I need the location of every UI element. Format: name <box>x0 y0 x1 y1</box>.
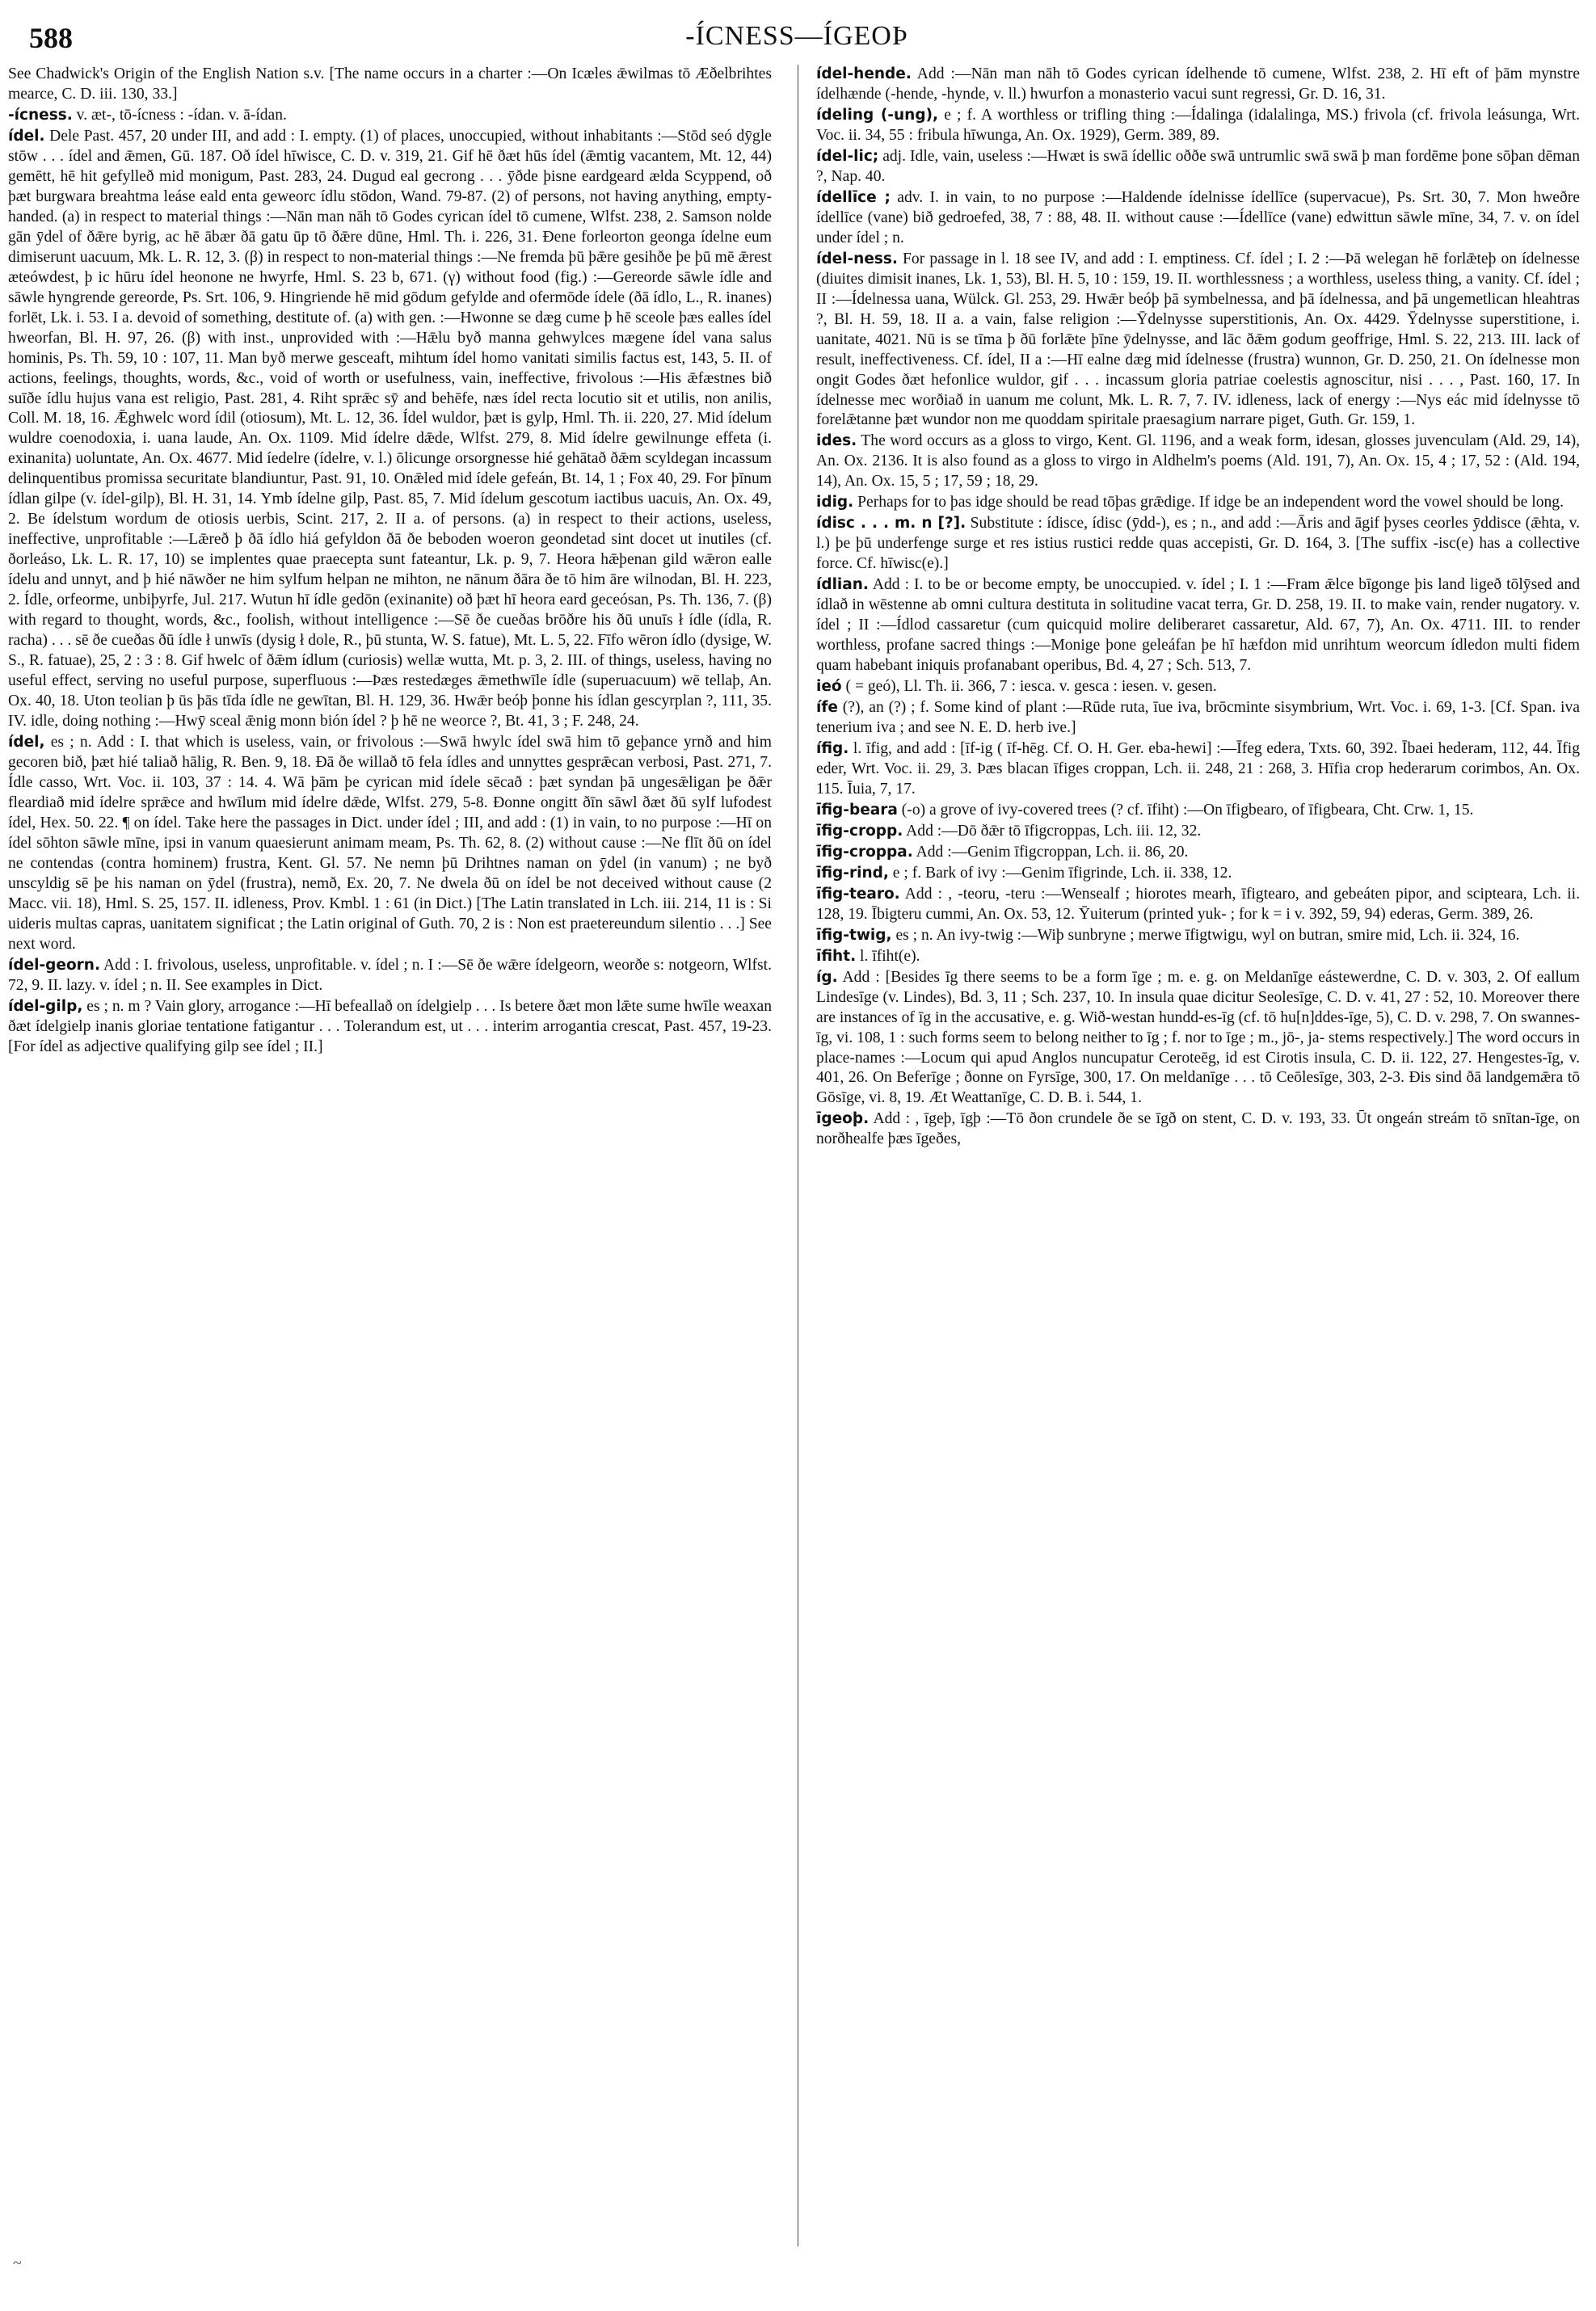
entry-headword: īfig-twig, <box>816 926 892 944</box>
entry-text: Add : , -teoru, -teru :—Wensealf ; hiorotes mearh, īfigtearo, and gebeáten pipor, and scipteara, Lch. ii. 128, 19. Ībigteru cummi, An. Ox. 53, 12. Ȳuiterum (printed yuk- ; for k = i v. 392, 59, 94) ederas, Germ. 389, 26. <box>816 885 1580 923</box>
running-title: -ÍCNESS—ÍGEOÞ <box>685 21 908 51</box>
page-number: 588 <box>29 22 73 54</box>
dictionary-columns <box>8 65 1588 2271</box>
entry-headword: īgeoþ. <box>816 1110 870 1128</box>
entry-text: Add : I. frivolous, useless, unprofitable. v. ídel ; n. I :—Sē ðe wǣre ídelgeorn, weorðe s: notgeorn, Wlfst. 72, 9. II. lazy. v. ídel ; n. II. See examples in Dict. <box>8 956 772 994</box>
entry-headword: ieó <box>816 678 842 696</box>
left-column <box>8 65 772 2271</box>
entry-text: Perhaps for to þas idge should be read tōþas grǣdige. If idge be an independent word the vowel should be long. <box>857 494 1564 511</box>
dictionary-entry <box>8 956 772 996</box>
entry-text: v. æt-, tō-ícness : -ídan. v. ā-ídan. <box>76 106 287 124</box>
entry-headword: īfiht. <box>816 947 857 965</box>
entry-text: Substitute : ídisce, ídisc (ȳdd-), es ; n., and add :—Āris and āgif þyses ceorles ȳddisce (ǣhta, v. l.) þe þū underfenge surge et res istius rustici redde quas accepisti, Gr. D. 164, 3. [The suffix -isc(e) has a collective force. Cf. hīwisc(e).] <box>816 515 1580 573</box>
entry-text: See Chadwick's Origin of the English Nation s.v. [The name occurs in a charter :—On Icæles ǣwilmas tō Æðelbrihtes mearce, C. D. iii. 130, 33.] <box>8 65 772 103</box>
dictionary-entry <box>816 822 1580 842</box>
entry-text: l. īfiht(e). <box>860 947 920 965</box>
dictionary-entry <box>816 514 1580 575</box>
entry-text: Add :—Dō ðǣr tō īfigcroppas, Lch. iii. 12, 32. <box>906 822 1202 840</box>
entry-text: Add :—Nān man nāh tō Godes cyrican ídelhende tō cumene, Wlfst. 238, 2. Hī eft of þām mynstre ídelhænde (-hende, -hynde, v. ll.) hwurfon a monasterio vacui sunt regressi, Gr. D. 16, 31. <box>816 65 1580 103</box>
entry-headword: ídel. <box>8 127 45 145</box>
dictionary-entry <box>8 997 772 1058</box>
entry-text: es ; n. m ? Vain glory, arrogance :—Hī befeallað on ídelgielp . . . Is betere ðæt mon lǣte sume hwīle weaxan ðæt ídelgielp inanis gloriae tentatione fatigantur . . . Tolerandum est, ut . . . interim arrogantia crescat, Past. 457, 19-23. [For ídel as adjective qualifying gilp see ídel ; II.] <box>8 997 772 1055</box>
dictionary-entry <box>816 106 1580 146</box>
dictionary-entry <box>816 575 1580 676</box>
entry-headword: ídisc . . . m. n [?]. <box>816 515 966 532</box>
entry-headword: ídeling (-ung), <box>816 106 939 124</box>
entry-headword: ífig. <box>816 739 849 757</box>
dictionary-entry <box>816 885 1580 925</box>
dictionary-entry <box>816 1109 1580 1150</box>
entry-headword: íg. <box>816 968 838 986</box>
entry-text: For passage in l. 18 see IV, and add : I. emptiness. Cf. ídel ; I. 2 :—Þā welegan hē forlǣteþ on ídelnesse (diuites dimisit inanes, Lk. 1, 53), Bl. H. 5, 10 : 159, 19. II. worthlessness ; a worthless, useless thing, a vanity. Cf. ídel ; II :—Ídelnessa uana, Wülck. Gl. 253, 29. Hwǣr beóþ þā symbelnessa, and þā ídelnessa, and þā ungemetlican hleahtras ?, Bl. H. 59, 18. II a. a vain, false religion :—Ȳdelnysse superstitionis, An. Ox. 4429. Ȳdelnysse superstitione, i. uanitate, 4021. Nū is se tīma þ ðū forlǣte þīne ȳdelnysse, and lāc ðǣm godum geoffrige, Hml. S. 22, 213. III. lack of result, ineffectiveness. Cf. ídel, II a :—Hī ealne dæg mid ídelnesse (frustra) wunnon, Gr. D. 250, 21. On ídelnesse mon ongit Godes ðæt hefonlice wuldor, gif . . . incassum gloria patriae coelestis agnoscitur, nisi . . . , Past. 160, 17. In ídelnesse mec worðiað in uanum me colunt, Mk. L. R. 7, 7. IV. idleness, lack of energy :—Nys eác mid ídelnysse tō forelǣtanne þæt wundor non me quoddam spiritale praesagium narrare piget, Guth. Gr. 159, 1. <box>816 250 1580 429</box>
dictionary-entry <box>816 947 1580 967</box>
entry-text: l. īfig, and add : [īf-ig ( īf-hēg. Cf. O. H. Ger. eba-hewi] :—Īfeg edera, Txts. 60, 392. Ībaei hederam, 112, 44. Īfig eder, Wrt. Voc. ii. 29, 3. Þæs blacan īfiges croppan, Lch. ii. 248, 21 : 268, 3. Hīfia crop hederarum corimbos, An. Ox. 115. Īuia, 7, 17. <box>816 739 1580 798</box>
entry-text: es ; n. Add : I. that which is useless, vain, or frivolous :—Swā hwylc ídel swā him tō geþance yrnð and him gecoren bið, þæt hié taliað hālig, R. Ben. 9, 18. Ðā ðe willað tō fela ídles and unnyttes gesprǣcan verbosi, Past. 271, 7. Ídle casso, Wrt. Voc. ii. 103, 37 : 14. 4. Wā þām þe cyrican mid ídele sēcað : þæt syndan þā ungesǣligan þe ðǣr fleardiað mid ídelre sprǣce and hwīlum mid ídelre dǣde, Wlfst. 279, 5-8. Ðonne ongitt ðīn sāwl ðæt ðū sylf lufodest ídel, Hex. 50. 22. ¶ on ídel. Take here the passages in Dict. under ídel ; III, and add : (1) in vain, to no purpose :—Hī on ídel sōhton sāwle mīne, ipsi in vanum quaesierunt animam meam, Ps. Th. 62, 8. (2) without cause :—Ne flīt ðū on ídel ne contendas (contra hominem) frustra, Kent. Gl. 57. Ne nemn þū Drihtnes naman on ȳdel (in vanum) ; ne byð unscyldig sē þe his naman on ȳdel (frustra), nemð, Ex. 20, 7. Ne dwela ðū on ídel be not deceived without cause (2 Macc. vii. 18), Hml. S. 25, 157. II. idleness, Prov. Kmbl. 1 : 61 (in Dict.) [The Latin translated in Lch. iii. 214, 11 is : Si uideris multas capras, uanitatem significat ; the Latin original of Guth. 70, 2 is : Non est praetereundum silentio . . .] See next word. <box>8 733 772 953</box>
entry-headword: ídel-hende. <box>816 65 912 82</box>
entry-headword: īfig-beara <box>816 801 898 819</box>
dictionary-entry <box>816 677 1580 697</box>
dictionary-entry <box>816 188 1580 249</box>
entry-text: es ; n. An ivy-twig :—Wiþ sunbryne ; merwe īfigtwigu, wyl on butran, smire mid, Lch. ii. 324, 16. <box>895 926 1520 944</box>
footer-mark: ~ <box>13 2254 22 2272</box>
entry-text: e ; f. A worthless or trifling thing :—Ídalinga (idalalinga, MS.) frivola (cf. frivola leásunga, Wrt. Voc. ii. 34, 55 : fribula hīwunga, An. Ox. 1929), Germ. 389, 89. <box>816 106 1580 144</box>
entry-headword: ídel, <box>8 733 45 751</box>
entry-text: Add : I. to be or become empty, be unoccupied. v. ídel ; I. 1 :—Fram ǣlce bīgonge þis land ligeð tōlȳsed and ídlað in wēstenne ab omni cultura destituta in solitudine vacat terra, Gr. D. 258, 19. II. to make vain, render nugatory. v. ídel ; II :—Ídlod cassaretur (cum quicquid molire deliberaret cassaretur, Ald. 67, 7), An. Ox. 4711. III. to render worthless, profane sacred things :—Monige þone geleáfan þe hī hæfdon mid unrihtum weorcum ídledon multi fidem quam habebant iniquis profanabant operibus, Bd. 4, 27 ; Sch. 513, 7. <box>816 576 1580 675</box>
entry-text: ( = geó), Ll. Th. ii. 366, 7 : iesca. v. gesca : iesen. v. gesen. <box>845 678 1217 696</box>
dictionary-entry <box>816 431 1580 492</box>
entry-text: (-o) a grove of ivy-covered trees (? cf. īfiht) :—On īfigbearo, of īfigbeara, Cht. Crw. 1, 15. <box>901 801 1474 819</box>
right-column <box>816 65 1580 2271</box>
entry-text: Add : [Besides īg there seems to be a form īge ; m. e. g. on Meldanīge eástewerdne, C. D. v. 303, 2. Of eallum Lindesīge (v. Lindes), Bd. 3, 11 ; Sch. 237, 10. In insula quae dicitur Seolesīge, C. D. v. 41, 27 : 52, 10. Moreover there are instances of īg in the accusative, e. g. Wið-westan hundd-es-īg (cf. tō hu[n]ddes-īge, 5), C. D. v. 298, 7. On swannes-īg, vi. 108, 1 : such forms seem to belong neither to īg ; f. nor to īge ; m., jō-, ja- stems respectively.] The word occurs in place-names :—Locum qui apud Anglos nuncupatur Ceroteēg, id est Cirotis insula, C. D. ii. 122, 27. Hengestes-īg, v. 401, 26. On Beferīge ; ðonne on Fyrsīge, 300, 17. On meldanīge . . . tō Ceōlesīge, 303, 2-3. Ðis sind ðā landgemǣra tō Gōsīge, vi. 8, 19. Æt Weattanīge, C. D. B. i. 544, 1. <box>816 968 1580 1107</box>
entry-headword: ídel-georn. <box>8 956 100 974</box>
entry-headword: ífe <box>816 699 838 717</box>
dictionary-entry <box>816 739 1580 800</box>
entry-text: Add :—Genim īfigcroppan, Lch. ii. 86, 20. <box>916 843 1189 861</box>
entry-headword: ídlian. <box>816 576 869 594</box>
entry-text: The word occurs as a gloss to virgo, Kent. Gl. 1196, and a weak form, idesan, glosses juvenculam (Ald. 29, 14), An. Ox. 2136. It is also found as a gloss to virgo in Aldhelm's poems (Ald. 191, 7), An. Ox. 15, 4 ; 17, 52 : (Ald. 194, 14), An. Ox. 15, 5 ; 17, 59 ; 18, 29. <box>816 432 1580 490</box>
dictionary-entry <box>816 926 1580 946</box>
dictionary-entry <box>816 968 1580 1109</box>
page-header <box>29 21 1564 53</box>
entry-text: adj. Idle, vain, useless :—Hwæt is swā ídellic oððe swā untrumlic swā swā þ man fordēme þone sōþan dēman ?, Nap. 40. <box>816 147 1580 185</box>
entry-text: adv. I. in vain, to no purpose :—Haldende ídelnisse ídellīce (supervacue), Ps. Srt. 30, 7. Mon hweðre ídellīce (vane) bið gedroefed, 38, 7 : 88, 48. II. without cause :—Ídellīce (vane) edwittun sāwle mīne, 34, 7. v. on ídel under ídel ; n. <box>816 188 1580 246</box>
dictionary-entry <box>816 147 1580 187</box>
entry-text: e ; f. Bark of ivy :—Genim īfigrinde, Lch. ii. 338, 12. <box>892 864 1232 882</box>
dictionary-entry <box>816 843 1580 863</box>
entry-headword: ides. <box>816 432 857 450</box>
dictionary-entry <box>816 801 1580 821</box>
dictionary-entry <box>816 493 1580 513</box>
entry-headword: īfig-croppa. <box>816 843 913 861</box>
entry-headword: ídel-gilp, <box>8 997 83 1015</box>
dictionary-entry <box>8 65 772 105</box>
entry-text: Add : , īgeþ, īgþ :—Tō ðon crundele ðe se īgð on stent, C. D. v. 193, 33. Ūt ongeán streám tō snītan-īge, on norðhealfe þæs īgeðes, <box>816 1110 1580 1148</box>
entry-text: Dele Past. 457, 20 under III, and add : I. empty. (1) of places, unoccupied, without inhabitants :—Stōd seó dȳgle stōw . . . ídel and ǣmen, Gū. 187. Oð ídel hīwisce, C. D. v. 319, 21. Gif hē ðæt hūs ídel (ǣmtig vacantem, Mt. 12, 44) gemētt, hē hit gefylleð mid monigum, Past. 283, 24. Dugud eal gecrong . . . ȳðde þisne eardgeard ælda Scyppend, oð þæt burgwara breahtma leáse eald enta geweorc ídlu stōdon, Wand. 79-87. (2) of persons, not having anything, empty-handed. (a) in respect to material things :—Nān man nāh tō Godes cyrican ídel tō cumene, Wlfst. 238, 2. Samson nolde gān ȳdel of ðǣre byrig, ac hē ābær ðā gatu ūp tō ðǣre dūne, Hml. Th. i. 226, 31. Ðene forleorton geonga ídelne eum dimiserunt uacuum, Mk. L. R. 12, 3. (β) in respect to non-material things :—Ne fremda þū þǣre gesihðe þe þū mē ǣrest æteówdest, þ ic hūru ídel heonone ne hwyrfe, Hml. S. 23 b, 671. (γ) without food (fig.) :—Gereorde sāwle ídle and sāwle hyngrende gereorde, Ps. Srt. 106, 9. Hingriende hē mid gōdum gefylde and ofermōde ídele (ðā ídlo, L., R. inanes) forlēt, Lk. i. 53. I a. devoid of something, destitute of. (a) with gen. :—Hwonne se dæg cume þ hē sceole þæs ealles ídel hweorfan, Bl. H. 97, 26. (β) with inst., unprovided with :—Hǣlu byð manna gehwylces mægene ídel vana salus hominis, Ps. Th. 59, 10 : 107, 11. Man byð merwe gesceaft, mihtum ídel homo vanitati similis factus est, 143, 5. II. of actions, feelings, thoughts, words, &c., void of worth or usefulness, vain, ineffective, frivolous :—His ǣfæstnes bið suīðe ídlu hujus vana est religio, Past. 281, 4. Riht sprǣc sȳ and behēfe, næs ídel recta locutio sit et utilis, non anilis, Coll. M. 18, 16. Ǣghwelc word ídil (otiosum), Mt. L. 12, 36. Ídel wuldor, þæt is gylp, Hml. Th. ii. 220, 27. Mid ídelum wuldre coenodoxia, i. uana laude, An. Ox. 1109. Mid ídelre dǣde, Wlfst. 279, 8. Mid ídelre gewilnunge effeta (i. exinanita) uoluntate, An. Ox. 4677. Mid íedelre (ídelre, v. l.) ōlicunge orsorgnesse hié gehātað ðǣm scyldegan incassum delinquentibus promissa securitate blandiuntur, Past. 91, 10. Onǣled mid ídele gefeán, Bt. 14, 1 ; Fox 40, 29. For þīnum ídlan gilpe (v. ídel-gilp), Bl. H. 31, 14. Ymb ídelne gilp, Past. 85, 7. Mid ídelum gescotum iactibus uacuis, An. Ox. 49, 2. Be ídelstum wordum de otiosis uerbis, Scint. 217, 2. II a. of persons. (a) in respect to their actions, useless, ineffective, unprofitable :—Lǣreð þ ðā ídlo hiá gefyldon ðā ðe beboden woeron geondetad sint docet ut inutiles (cf. ðorleáso, Lk. L. R. 17, 10) se implentes quae praecepta sunt fateantur, Lk. p. 9, 7. Heora hǣþenan gild wǣron ealle ídelu and unnyt, and þ hié nāwðer ne him sylfum helpan ne mihton, ne nānum ðāra ðe tō him āre wilnodan, Bl. H. 223, 2. Ídle, orfeorme, unbiþyrfe, Jul. 217. Wutun hī ídle gedōn (exinanite) oð þæt hī heora eard geceósan, Ps. Th. 136, 7. (β) with regard to thought, words, &c., foolish, without intelligence :—Sē ðe cueðas brōðre his ðū unuīs ł ídle (ídla, R. racha) . . . sē ðe cueðas ðū ídle ł unwīs (dysig ł dole, R., þū stunta, W. S. fatue), Mt. L. 5, 22. Fīfo wēron ídlo (dysige, W. S., R. fatuae), 25, 2 : 3 : 8. Gif hwelc of ðǣm ídlum (curiosis) wellæ wutta, Mt. p. 3, 2. III. of things, useless, having no useful effect, serving no useful purpose, superfluous :—Þæs restedæges ǣmethwīle ídle (superuacuum) wē tellaþ, An. Ox. 40, 18. Uton teolian þ ūs þās tīda ídle ne gewītan, Bl. H. 129, 36. Hwǣr beóþ þonne his ídlan gescyrplan ?, 111, 35. IV. idle, doing nothing :—Hwȳ sceal ǣnig monn bión ídel ? þ hē ne weorce ?, Bt. 41, 3 ; F. 248, 24. <box>8 127 772 730</box>
dictionary-entry <box>816 250 1580 431</box>
entry-headword: ídellīce ; <box>816 188 891 206</box>
dictionary-entry <box>8 106 772 126</box>
dictionary-entry <box>816 65 1580 105</box>
entry-headword: ídel-lic; <box>816 147 879 165</box>
dictionary-entry <box>8 127 772 732</box>
entry-text: (?), an (?) ; f. Some kind of plant :—Rūde ruta, īue iva, brōcminte sisymbrium, Wrt. Voc. i. 69, 1-3. [Cf. Span. iva tenerium iva ; and see N. E. D. herb ive.] <box>816 699 1580 736</box>
dictionary-entry <box>816 864 1580 884</box>
entry-headword: īfig-cropp. <box>816 822 903 840</box>
dictionary-entry <box>816 698 1580 739</box>
entry-headword: idig. <box>816 494 854 511</box>
dictionary-entry <box>8 733 772 955</box>
entry-headword: ídel-ness. <box>816 250 898 267</box>
entry-headword: īfig-tearo. <box>816 885 900 903</box>
entry-headword: īfig-rind, <box>816 864 889 882</box>
entry-headword: -ícness. <box>8 106 73 124</box>
